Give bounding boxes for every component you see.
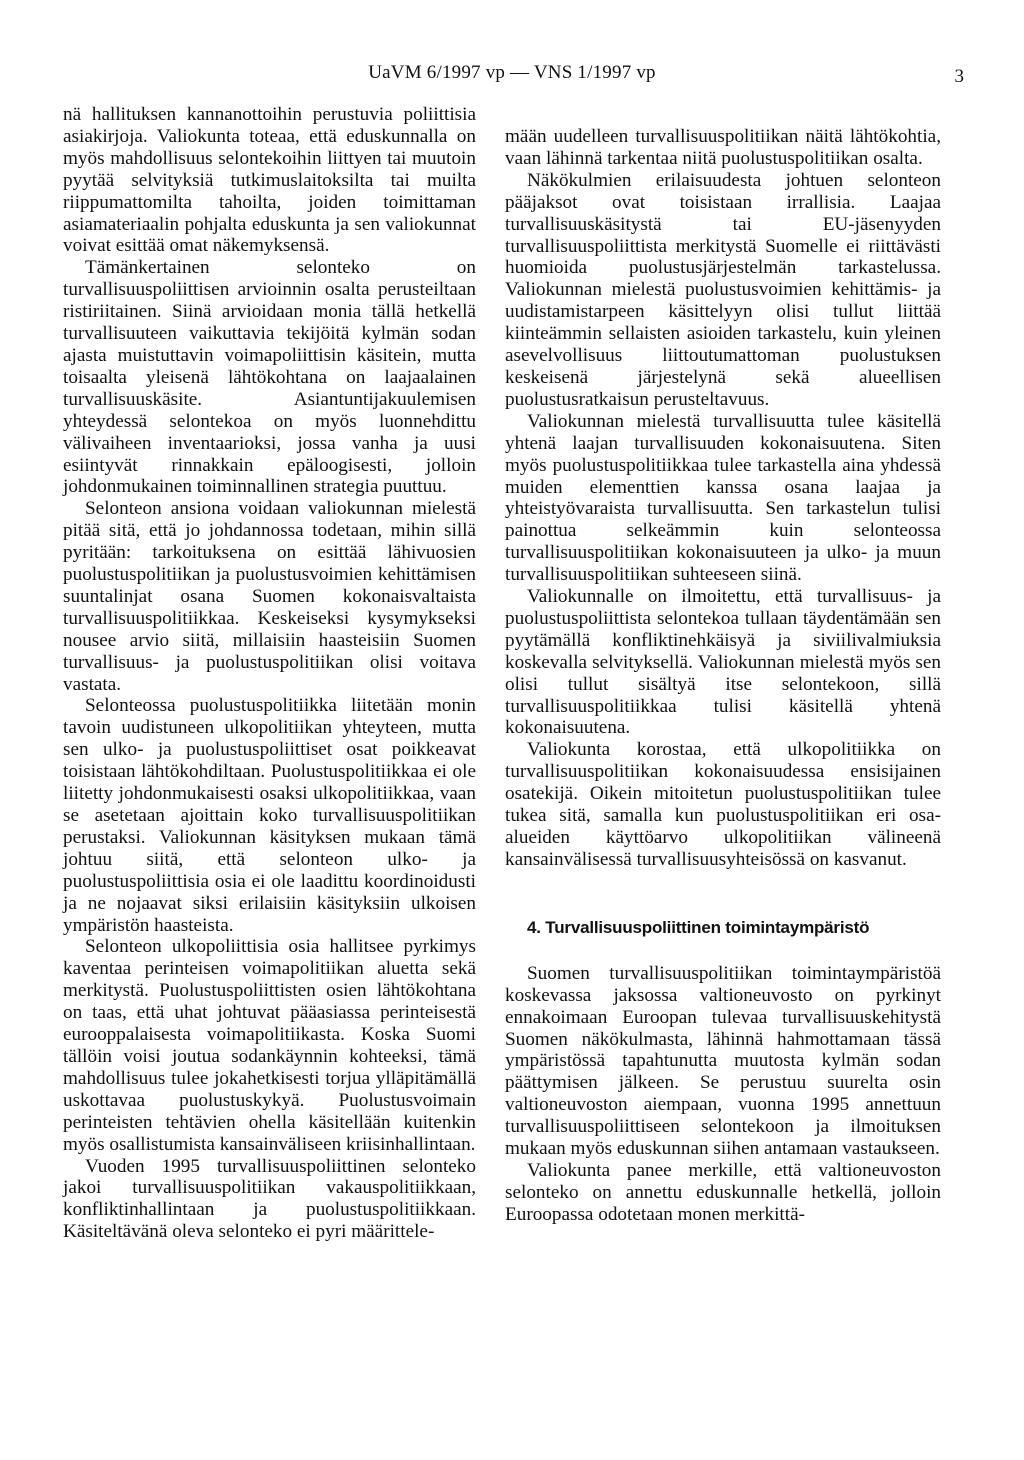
paragraph: Selonteon ulkopoliittisia osia hallitsee pyrkimys kaventaa perinteisen voimapolitiikan aluetta sekä merkitystä. Puolustuspoliittisten osien lähtökohtana on taas, että uhat johtuvat pääasiassa perinteisestä eurooppalaisesta voimapolitiikasta. Koska Suomi tällöin voisi joutua sodankäynnin kohteeksi, tämä mahdollisuus tulee jokahetkisesti torjua ylläpitämällä uskottavaa puolustuskykyä. Puolustusvoimain perinteisten tehtävien ohella käsitellään kuitenkin myös osallistumista kansainväliseen kriisinhallintaan. — [63, 936, 476, 1155]
paragraph: Valiokunnalle on ilmoitettu, että turvallisuus- ja puolustuspoliittista selontekoa tullaan täydentämään sen pyytämällä konfliktinehkäisyä ja siviilivalmiuksia koskevalla selvityksellä. Valiokunnan mielestä myös sen olisi tullut sisältyä itse selontekoon, sillä turvallisuuspolitiikkaa tulisi käsitellä yhtenä kokonaisuutena. — [505, 586, 941, 739]
paragraph: Valiokunta korostaa, että ulkopolitiikka on turvallisuuspolitiikan kokonaisuudessa ensisijainen osatekijä. Oikein mitoitetun puolustuspolitiikan tulee tukea sitä, samalla kun puolustuspolitiikan eri osa-alueiden käyttöarvo ulkopolitiikan välineenä kansainvälisessä turvallisuusyhteisössä on kasvanut. — [505, 739, 941, 870]
paragraph: Valiokunnan mielestä turvallisuutta tulee käsitellä yhtenä laajan turvallisuuden kokonaisuutena. Siten myös puolustuspolitiikkaa tulee tarkastella aina yhdessä muiden elementtien kanssa osana laajaa ja yhteistyövaraista turvallisuutta. Sen tarkastelun tulisi painottua selkeämmin kuin selonteossa turvallisuuspolitiikan kokonaisuuteen ja ulko- ja muun turvallisuuspolitiikan suhteeseen siinä. — [505, 410, 941, 586]
paragraph: Vuoden 1995 turvallisuuspoliittinen selonteko jakoi turvallisuuspolitiikan vakauspolitiikkaan, konfliktinhallintaan ja puolustuspolitiikkaan. Käsiteltävänä oleva selonteko ei pyri määrittele- — [63, 1155, 476, 1243]
paragraph: Tämänkertainen selonteko on turvallisuuspoliittisen arvioinnin osalta perusteiltaan ristiriitainen. Siinä arvioidaan monia tällä hetkellä turvallisuuteen vaikuttavia tekijöitä kylmän sodan ajasta muistuttavin voimapoliittisin käsitein, mutta toisaalta yleisenä lähtökohtana on laajaalainen turvallisuuskäsite. Asiantuntijakuulemisen yhteydessä selontekoa on myös luonnehdittu välivaiheen inventaarioksi, jossa vanha ja uusi esiintyvät rinnakkain epäloogisesti, jolloin johdonmukainen toiminnallinen strategia puuttuu. — [63, 257, 476, 498]
paragraph: Selonteossa puolustuspolitiikka liitetään monin tavoin uudistuneen ulkopolitiikan yhteyteen, mutta sen ulko- ja puolustuspoliittiset osat poikkeavat toisistaan lähtökohdiltaan. Puolustuspolitiikkaa ei ole liitetty johdonmukaisesti osaksi ulkopolitiikkaa, vaan se asetetaan ajoittain koko turvallisuuspolitiikan perustaksi. Valiokunnan käsityksen mukaan tämä johtuu siitä, että selonteon ulko- ja puolustuspoliittisia osia ei ole laadittu koordinoidusti ja ne nojaavat siksi erilaisiin käsityksiin ulkoisen ympäristön haasteista. — [63, 695, 476, 936]
left-column — [63, 104, 476, 1243]
right-column — [505, 126, 941, 1226]
page-number: 3 — [954, 66, 964, 87]
section-heading: 4. Turvallisuuspoliittinen toimintaympäristö — [527, 917, 870, 937]
paragraph: Näkökulmien erilaisuudesta johtuen selonteon pääjaksot ovat toisistaan irrallisia. Laajaa turvallisuuskäsitystä tai EU-jäsenyyden turvallisuuspoliittista merkitystä Suomelle ei riittävästi huomioida puolustusjärjestelmän tarkastelussa. Valiokunnan mielestä puolustusvoimien kehittämis- ja uudistamistarpeen käsittelyyn olisi tullut liittää kiinteämmin sellaisten asioiden tarkastelu, kuin yleinen asevelvollisuus liittoutumattoman puolustuksen keskeisenä järjestelynä sekä alueellisen puolustusratkaisun perusteltavuus. — [505, 169, 941, 410]
paragraph: nä hallituksen kannanottoihin perustuvia poliittisia asiakirjoja. Valiokunta toteaa, että eduskunnalla on myös mahdollisuus selontekoihin liittyen tai muutoin pyytää selvityksiä tutkimuslaitoksilta tai muilta riippumattomilta tahoilta, joiden toimittaman asiamateriaalin pohjalta eduskunta ja sen valiokunnat voivat esittää omat näkemyksensä. — [63, 104, 476, 257]
paragraph: Valiokunta panee merkille, että valtioneuvoston selonteko on annettu eduskunnalle hetkellä, jolloin Euroopassa odotetaan monen merkittä- — [505, 1159, 941, 1225]
paragraph: Suomen turvallisuuspolitiikan toimintaympäristöä koskevassa jaksossa valtioneuvosto on pyrkinyt ennakoimaan Euroopan tulevaa turvallisuuskehitystä Suomen näkökulmasta, lähinnä hahmottamaan tässä ympäristössä tapahtunutta muutosta kylmän sodan päättymisen jälkeen. Se perustuu suurelta osin valtioneuvoston aiempaan, vuonna 1995 annettuun turvallisuuspoliittiseen selontekoon ja ilmoituksen mukaan myös eduskunnan siihen antamaan vastaukseen. — [505, 962, 941, 1160]
running-header: UaVM 6/1997 vp — VNS 1/1997 vp — [368, 62, 656, 83]
page-header — [0, 62, 1024, 92]
paragraph: mään uudelleen turvallisuuspolitiikan näitä lähtökohtia, vaan lähinnä tarkentaa niitä puolustuspolitiikan osalta. — [505, 126, 941, 169]
paragraph: Selonteon ansiona voidaan valiokunnan mielestä pitää sitä, että jo johdannossa todetaan, mihin sillä pyritään: tarkoituksena on esittää lähivuosien puolustuspolitiikan ja puolustusvoimien kehittämisen suuntalinjat osana Suomen kokonaisvaltaista turvallisuuspolitiikkaa. Keskeiseksi kysymykseksi nousee arvio siitä, millaisiin haasteisiin Suomen turvallisuus- ja puolustuspolitiikan olisi voitava vastata. — [63, 498, 476, 695]
